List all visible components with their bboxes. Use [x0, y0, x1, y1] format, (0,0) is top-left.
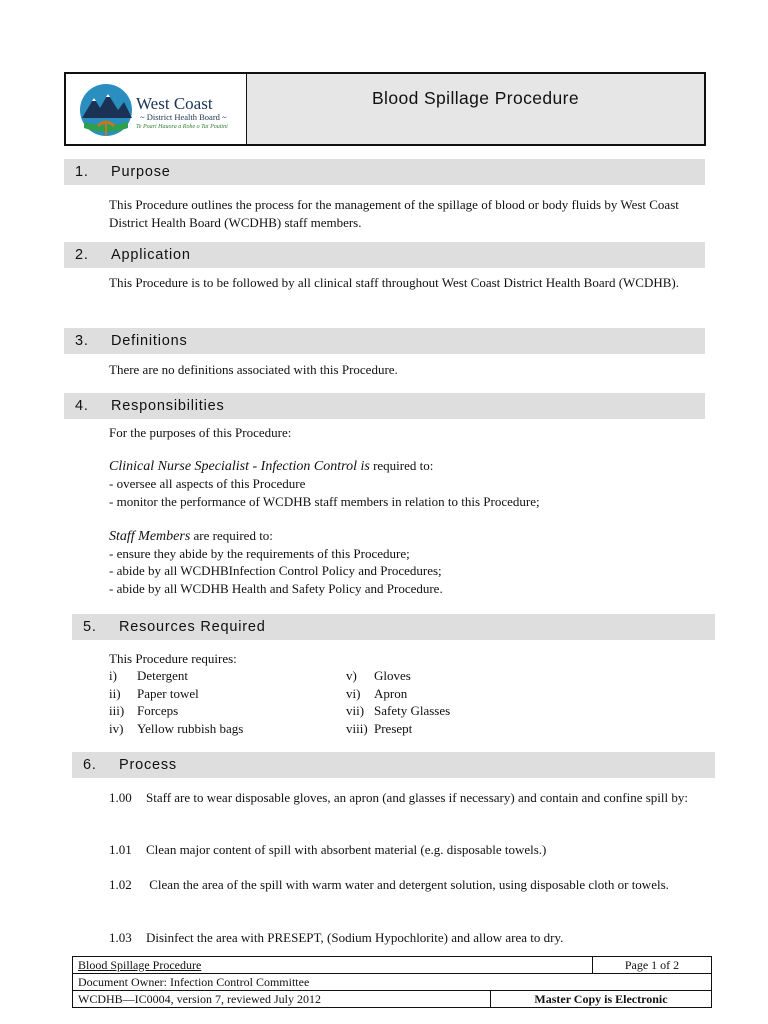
section-title: Resources Required: [119, 619, 266, 635]
cns-role-suffix: required to:: [369, 458, 434, 473]
document-title: Blood Spillage Procedure: [371, 88, 580, 108]
cns-role: Clinical Nurse Specialist - Infection Control is: [109, 459, 370, 474]
logo-tagline: Te Poari Hauora a Rohe o Tai Poutini: [136, 124, 228, 130]
section-number: 6.: [83, 757, 97, 773]
resource-item: viii) Presept: [346, 721, 413, 736]
process-step-text: Staff are to wear disposable gloves, an apron (and glasses if necessary) and contain and confine spill by:: [146, 790, 688, 805]
section-title: Application: [111, 247, 191, 263]
resource-item: i) Detergent: [109, 668, 189, 683]
section-title: Definitions: [111, 333, 188, 349]
section-heading-purpose: [64, 159, 705, 185]
section-number: 1.: [75, 164, 89, 180]
section-title: Purpose: [111, 164, 171, 180]
process-step-text: Clean major content of spill with absorbent material (e.g. disposable towels.): [146, 842, 547, 857]
footer-page-number: Page 1 of 2: [593, 957, 712, 974]
list-item: - abide by all WCDHBInfection Control Policy and Procedures;: [109, 563, 442, 578]
mountain-logo-icon: [78, 82, 134, 138]
process-step-text: Disinfect the area with PRESEPT, (Sodium Hypochlorite) and allow area to dry.: [146, 930, 564, 945]
document-header: [64, 72, 706, 146]
footer-owner: Document Owner: Infection Control Committee: [73, 974, 712, 991]
section-number: 4.: [75, 398, 89, 414]
responsibilities-intro: For the purposes of this Procedure:: [109, 425, 292, 440]
section-title: Responsibilities: [111, 398, 225, 414]
purpose-text: This Procedure outlines the process for the management of the spillage of blood or body fluids by West Coast District Health Board (WCDHB) staff members.: [109, 197, 679, 230]
process-step-number: 1.00: [109, 790, 132, 805]
footer-master-copy: Master Copy is Electronic: [490, 991, 711, 1008]
list-item: - ensure they abide by the requirements of this Procedure;: [109, 546, 410, 561]
logo: [66, 74, 247, 144]
application-text: This Procedure is to be followed by all clinical staff throughout West Coast District Health Board (WCDHB).: [109, 275, 680, 290]
footer-doc-name: Blood Spillage Procedure: [73, 957, 593, 974]
section-number: 5.: [83, 619, 97, 635]
process-step-number: 1.01: [109, 842, 132, 857]
cns-role-line: [109, 457, 433, 476]
logo-name: West Coast: [136, 94, 213, 113]
staff-role-suffix: are required to:: [190, 528, 273, 543]
document-footer: [72, 956, 712, 1008]
list-item: - abide by all WCDHB Health and Safety Policy and Procedure.: [109, 581, 443, 596]
resources-intro: This Procedure requires:: [109, 651, 237, 666]
logo-subname: ~ District Health Board ~: [140, 112, 227, 122]
section-heading-resources: [72, 614, 715, 640]
resource-item: vi) Apron: [346, 686, 408, 701]
resource-item: iii) Forceps: [109, 703, 179, 718]
staff-role: Staff Members: [109, 529, 191, 544]
process-step-text: Clean the area of the spill with warm water and detergent solution, using disposable cloth or towels.: [146, 877, 669, 892]
definitions-text: There are no definitions associated with this Procedure.: [109, 362, 398, 377]
resource-item: vii) Safety Glasses: [346, 703, 451, 718]
process-step-number: 1.03: [109, 930, 132, 945]
section-heading-process: [72, 752, 715, 778]
resource-item: v) Gloves: [346, 668, 411, 683]
resource-item: ii) Paper towel: [109, 686, 199, 701]
title-cell: [247, 74, 704, 144]
staff-role-line: [109, 527, 273, 546]
section-heading-definitions: [64, 328, 705, 354]
section-number: 3.: [75, 333, 89, 349]
section-title: Process: [119, 757, 177, 773]
list-item: - oversee all aspects of this Procedure: [109, 476, 306, 491]
list-item: - monitor the performance of WCDHB staff members in relation to this Procedure;: [109, 494, 540, 509]
section-number: 2.: [75, 247, 89, 263]
resource-item: iv) Yellow rubbish bags: [109, 721, 244, 736]
section-heading-responsibilities: [64, 393, 705, 419]
process-step-number: 1.02: [109, 877, 132, 892]
footer-reference: WCDHB—IC0004, version 7, reviewed July 2012: [73, 991, 491, 1008]
section-heading-application: [64, 242, 705, 268]
